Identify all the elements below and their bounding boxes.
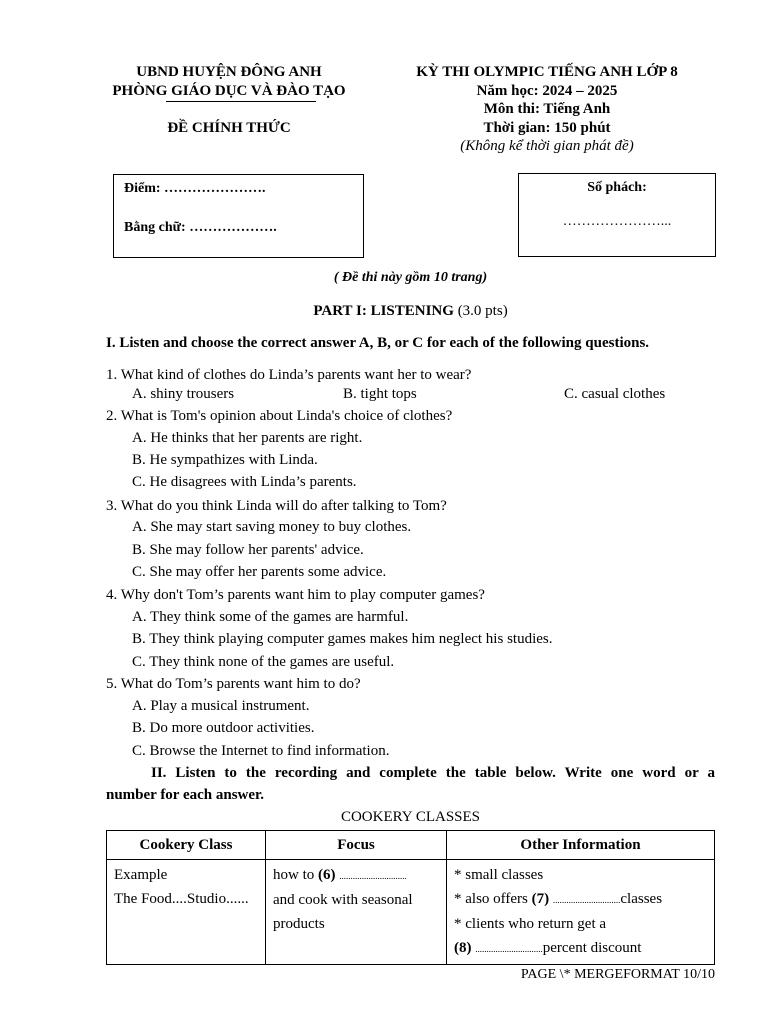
q2-option-b: B. He sympathizes with Linda. [132, 452, 318, 468]
table-header-focus: Focus [266, 831, 447, 860]
q5-option-a: A. Play a musical instrument. [132, 698, 310, 714]
section1-instruction: I. Listen and choose the correct answer A, B, or C for each of the following questions. [106, 335, 650, 351]
q3-option-b: B. She may follow her parents' advice. [132, 542, 364, 558]
q1-option-c: C. casual clothes [564, 386, 666, 402]
header-right-note: (Không kể thời gian phát đề) [460, 138, 634, 154]
candidate-code-dots: …………………... [562, 214, 672, 229]
part1-title: PART I: LISTENING [313, 303, 454, 319]
candidate-code-box [518, 173, 716, 257]
blank-6-field[interactable]: .............................. [339, 871, 407, 881]
discount-suffix: percent discount [542, 940, 642, 956]
blank-7-field[interactable]: .............................. [552, 895, 621, 905]
table-title: COOKERY CLASSES [340, 809, 481, 825]
header-left-status: ĐỀ CHÍNH THỨC [167, 120, 291, 136]
section2-instruction-line2: number for each answer. [106, 787, 265, 803]
q1-option-b: B. tight tops [343, 386, 417, 402]
focus-line1 [273, 863, 439, 888]
blank-7-number: (7) [531, 891, 550, 907]
cookery-table [106, 830, 715, 965]
header-right-year: Năm học: 2024 – 2025 [476, 83, 618, 99]
q4-option-b: B. They think playing computer games makes him neglect his studies. [132, 631, 553, 647]
focus-line2: and cook with seasonal [273, 892, 413, 908]
q3-option-c: C. She may offer her parents some advice. [132, 564, 387, 580]
q4-option-c: C. They think none of the games are useful. [132, 654, 395, 670]
info-line1: * small classes [454, 867, 544, 883]
table-row [107, 860, 715, 965]
q2-option-a: A. He thinks that her parents are right. [132, 430, 363, 446]
example-label: Example [114, 867, 168, 883]
score-in-words-label: Bằng chữ: ………………. [124, 220, 277, 235]
q5-option-b: B. Do more outdoor activities. [132, 720, 315, 736]
table-header-class: Cookery Class [107, 831, 266, 860]
page-count-note: ( Đề thi này gồm 10 trang) [333, 270, 488, 285]
q4-option-a: A. They think some of the games are harmful. [132, 609, 409, 625]
header-underline [166, 101, 316, 102]
info-line4 [454, 936, 707, 961]
cell-focus [266, 860, 447, 965]
part1-points: (3.0 pts) [453, 303, 508, 319]
q1-text: 1. What kind of clothes do Linda’s parents want her to wear? [106, 367, 472, 383]
page-footer: PAGE \* MERGEFORMAT 10/10 [520, 967, 715, 982]
header-right-subject: Môn thi: Tiếng Anh [483, 101, 611, 117]
q3-text: 3. What do you think Linda will do after talking to Tom? [106, 498, 447, 514]
score-label: Điểm: …………………. [124, 181, 266, 196]
q2-text: 2. What is Tom's opinion about Linda's choice of clothes? [106, 408, 453, 424]
q3-option-a: A. She may start saving money to buy clothes. [132, 519, 412, 535]
table-header-row [107, 831, 715, 860]
focus-line3: products [273, 916, 325, 932]
header-right-time: Thời gian: 150 phút [483, 120, 611, 136]
part1-heading [106, 303, 715, 320]
info-line3: * clients who return get a [454, 916, 607, 932]
blank-6-number: (6) [318, 867, 336, 883]
q4-text: 4. Why don't Tom’s parents want him to play computer games? [106, 587, 485, 603]
info-line2 [454, 887, 707, 912]
header-left-line2: PHÒNG GIÁO DỤC VÀ ĐÀO TẠO [112, 83, 346, 99]
cell-other-info [447, 860, 715, 965]
header-right-title: KỲ THI OLYMPIC TIẾNG ANH LỚP 8 [416, 64, 678, 80]
example-value: The Food....Studio...... [114, 891, 249, 907]
score-box [113, 174, 364, 258]
focus-prefix: how to [273, 867, 318, 883]
info-suffix: classes [620, 891, 663, 907]
table-header-other: Other Information [447, 831, 715, 860]
blank-8-number: (8) [454, 940, 472, 956]
blank-8-field[interactable]: .............................. [475, 944, 543, 954]
q5-text: 5. What do Tom’s parents want him to do? [106, 676, 361, 692]
cell-cookery-class [107, 860, 266, 965]
q2-option-c: C. He disagrees with Linda’s parents. [132, 474, 357, 490]
q1-option-a: A. shiny trousers [132, 386, 235, 402]
info-prefix: * also offers [454, 891, 532, 907]
q5-option-c: C. Browse the Internet to find information. [132, 743, 390, 759]
section2-instruction-line1: II. Listen to the recording and complete the table below. Write one word or a [151, 765, 715, 781]
candidate-code-label: Số phách: [587, 180, 647, 195]
header-left-line1: UBND HUYỆN ĐÔNG ANH [136, 64, 322, 80]
